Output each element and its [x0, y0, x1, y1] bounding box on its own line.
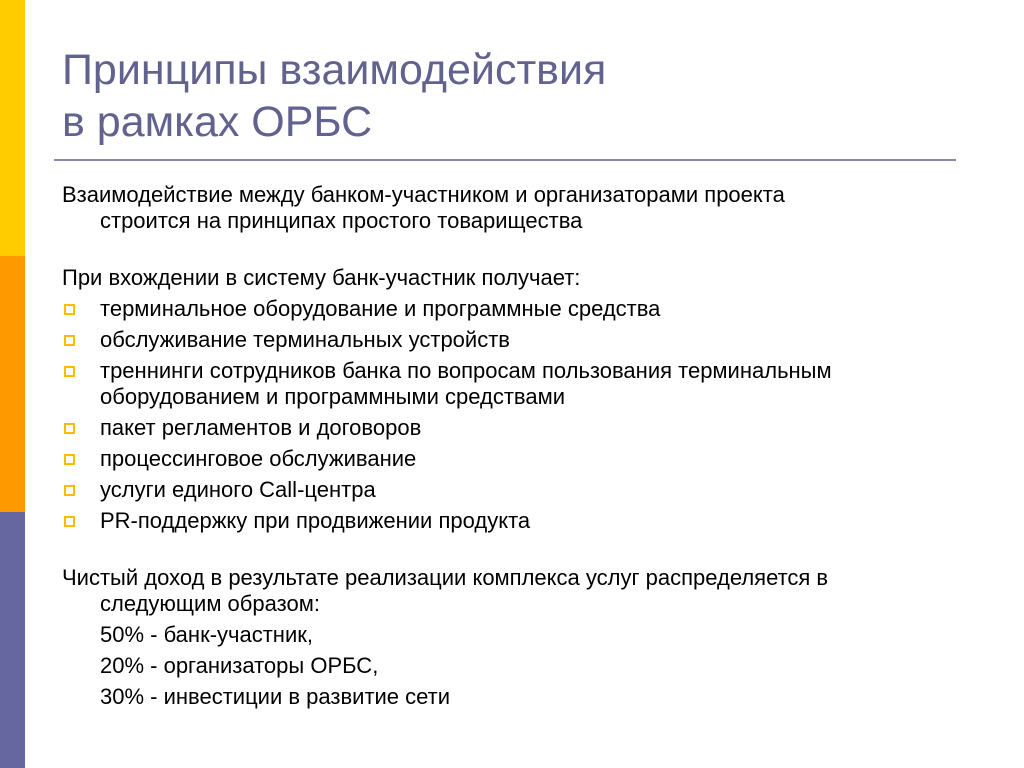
intro-line-2: строится на принципах простого товарищества: [100, 208, 583, 233]
list-item-text-cont: оборудованием и программными средствами: [100, 384, 565, 409]
accent-bar-purple: [0, 512, 25, 768]
title-divider: [54, 159, 956, 161]
list-item-text: услуги единого Call-центра: [100, 477, 376, 502]
list-item: [62, 477, 962, 503]
square-bullet-icon: [64, 454, 75, 465]
square-bullet-icon: [64, 366, 75, 377]
income-line-1: Чистый доход в результате реализации комплекса услуг распределяется в: [62, 565, 829, 590]
list-item: [62, 327, 962, 353]
square-bullet-icon: [64, 423, 75, 434]
list-item-text: треннинги сотрудников банка по вопросам пользования терминальным: [100, 358, 832, 383]
accent-bar-yellow: [0, 0, 25, 256]
income-line-2: следующим образом:: [100, 591, 320, 616]
intro-paragraph: [62, 182, 962, 234]
slide-title-line-1: Принципы взаимодействия: [62, 46, 607, 94]
list-item: [62, 358, 962, 410]
list-item-text: пакет регламентов и договоров: [100, 415, 422, 440]
list-item-text: процессинговое обслуживание: [100, 446, 417, 471]
income-share-organizers: 20% - организаторы ОРБС,: [100, 653, 379, 678]
income-paragraph: [62, 565, 962, 617]
list-heading: При вхождении в систему банк-участник получает:: [62, 265, 581, 290]
slide-title: [62, 44, 962, 148]
list-item: [62, 446, 962, 472]
square-bullet-icon: [64, 516, 75, 527]
income-share-bank: 50% - банк-участник,: [100, 622, 313, 647]
slide-title-line-2: в рамках ОРБС: [62, 98, 373, 146]
list-item: [62, 508, 962, 534]
list-item: [62, 296, 962, 322]
square-bullet-icon: [64, 335, 75, 346]
list-item-text: терминальное оборудование и программные средства: [100, 296, 661, 321]
list-item-text: PR-поддержку при продвижении продукта: [100, 508, 531, 533]
square-bullet-icon: [64, 485, 75, 496]
slide-body: [62, 182, 962, 710]
list-item-text: обслуживание терминальных устройств: [100, 327, 510, 352]
accent-bar-orange: [0, 256, 25, 512]
intro-line-1: Взаимодействие между банком-участником и организаторами проекта: [62, 182, 785, 207]
square-bullet-icon: [64, 304, 75, 315]
list-item: [62, 415, 962, 441]
income-share-investment: 30% - инвестиции в развитие сети: [100, 684, 451, 709]
